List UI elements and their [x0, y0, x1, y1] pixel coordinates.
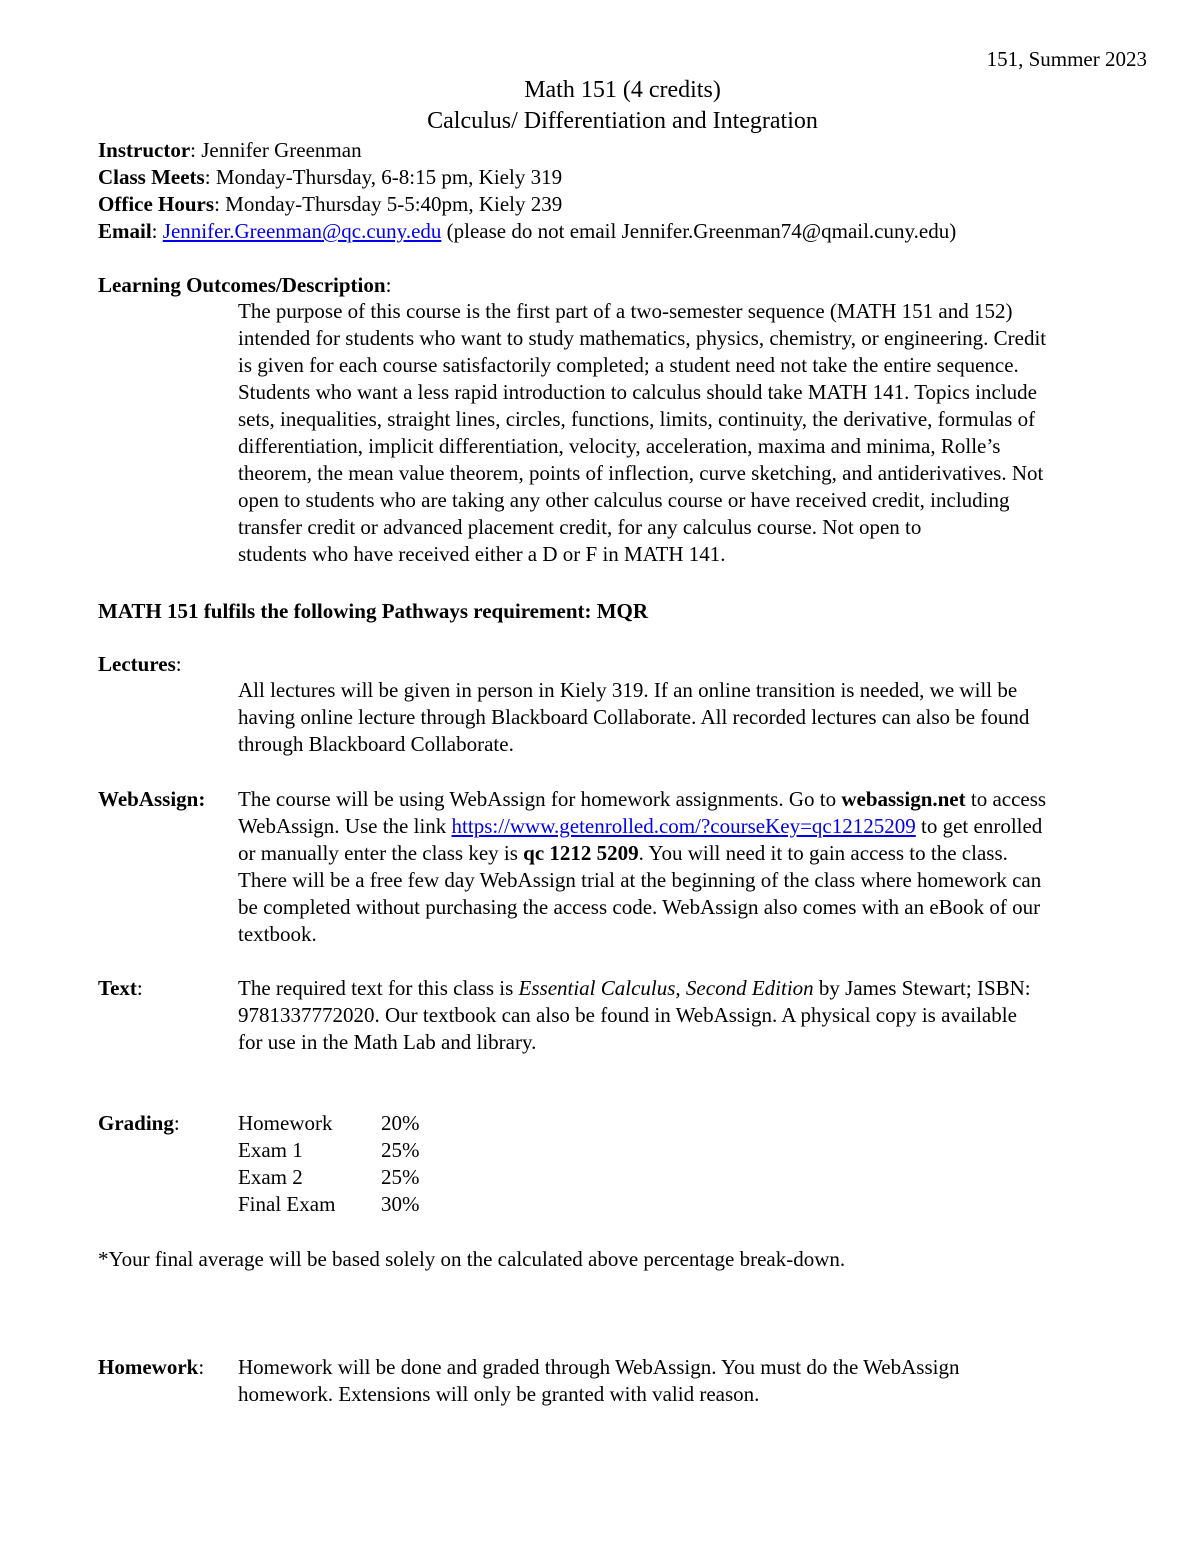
webassign-text: . You will need it to gain access to the class.: [638, 841, 1008, 865]
lectures-label: Lectures: [98, 652, 176, 676]
outcomes-heading-text: Learning Outcomes/Description: [98, 273, 386, 297]
class-key: qc 1212 5209: [523, 841, 639, 865]
webassign-line-6: textbook.: [238, 922, 317, 946]
office-hours-value: : Monday-Thursday 5-5:40pm, Kiely 239: [214, 192, 563, 216]
enroll-link[interactable]: https://www.getenrolled.com/?courseKey=qc12125209: [451, 814, 916, 838]
webassign-text: to get enrolled: [915, 814, 1043, 838]
grading-label-word: Grading: [98, 1111, 174, 1135]
course-subtitle: Calculus/ Differentiation and Integration: [427, 108, 818, 134]
outcomes-line: transfer credit or advanced placement credit, for any calculus course. Not open to: [238, 515, 922, 539]
grading-row: [238, 1191, 420, 1218]
homework-label-word: Homework: [98, 1355, 199, 1379]
webassign-text: to access: [965, 787, 1047, 811]
grading-row: [238, 1110, 420, 1137]
grading-percent: 25%: [381, 1165, 420, 1189]
outcomes-line: intended for students who want to study mathematics, physics, chemistry, or engineering. Credit: [238, 326, 1047, 350]
webassign-label: WebAssign:: [98, 787, 206, 811]
instructor-line: [98, 137, 362, 164]
outcomes-line: The purpose of this course is the first part of a two-semester sequence (MATH 151 and 152): [238, 299, 1013, 323]
homework-line: homework. Extensions will only be granted with valid reason.: [238, 1382, 760, 1406]
webassign-text: WebAssign. Use the link: [238, 814, 452, 838]
webassign-line-2: [238, 813, 1148, 840]
text-label-word: Text: [98, 976, 137, 1000]
text-label-colon: :: [136, 976, 143, 1000]
text-content: by James Stewart; ISBN:: [813, 976, 1031, 1000]
lectures-paragraph: [238, 677, 1148, 758]
email-note: (please do not email Jennifer.Greenman74@qmail.cuny.edu): [441, 219, 957, 243]
email-colon: :: [151, 219, 163, 243]
term-header: 151, Summer 2023: [986, 47, 1147, 71]
email-label: Email: [98, 219, 152, 243]
text-line-1: [238, 975, 1148, 1002]
class-meets-line: [98, 164, 562, 191]
homework-label-colon: :: [198, 1355, 205, 1379]
lectures-colon: :: [175, 652, 182, 676]
grading-percent: 20%: [381, 1111, 420, 1135]
email-link[interactable]: Jennifer.Greenman@qc.cuny.edu: [162, 219, 442, 243]
webassign-text: The course will be using WebAssign for homework assignments. Go to: [238, 787, 842, 811]
webassign-paragraph: [238, 786, 1148, 948]
outcomes-line: theorem, the mean value theorem, points of inflection, curve sketching, and antiderivatives. Not: [238, 461, 1044, 485]
textbook-title: Essential Calculus, Second Edition: [518, 976, 814, 1000]
webassign-line-3: [238, 840, 1148, 867]
outcomes-line: open to students who are taking any other calculus course or have received credit, including: [238, 488, 1010, 512]
grading-item: Homework: [238, 1111, 333, 1135]
grading-row: [238, 1137, 420, 1164]
lectures-line: having online lecture through Blackboard Collaborate. All recorded lectures can also be found: [238, 705, 1030, 729]
webassign-text: or manually enter the class key is: [238, 841, 524, 865]
lectures-line: All lectures will be given in person in Kiely 319. If an online transition is needed, we will be: [238, 678, 1018, 702]
grading-item: Exam 2: [238, 1165, 303, 1189]
text-label: [98, 975, 143, 1002]
instructor-value: : Jennifer Greenman: [190, 138, 362, 162]
outcomes-line: differentiation, implicit differentiation, velocity, acceleration, maxima and minima, Rolle’s: [238, 434, 1001, 458]
webassign-line-4: There will be a free few day WebAssign trial at the beginning of the class where homework can: [238, 868, 1042, 892]
webassign-line-1: [238, 786, 1148, 813]
outcomes-line: sets, inequalities, straight lines, circles, functions, limits, continuity, the derivative, formulas of: [238, 407, 1036, 431]
webassign-line-5: be completed without purchasing the access code. WebAssign also comes with an eBook of our: [238, 895, 1041, 919]
grading-label: [98, 1110, 180, 1137]
pathways-requirement: MATH 151 fulfils the following Pathways requirement: MQR: [98, 599, 649, 623]
instructor-label: Instructor: [98, 138, 191, 162]
homework-paragraph: [238, 1354, 1148, 1408]
homework-line: Homework will be done and graded through WebAssign. You must do the WebAssign: [238, 1355, 960, 1379]
course-title: Math 151 (4 credits): [524, 77, 721, 103]
office-hours-line: [98, 191, 562, 218]
outcomes-heading-colon: :: [385, 273, 392, 297]
text-paragraph: [238, 975, 1148, 1056]
text-line-3: for use in the Math Lab and library.: [238, 1030, 537, 1054]
text-line-2: 9781337772020. Our textbook can also be found in WebAssign. A physical copy is available: [238, 1003, 1017, 1027]
grading-percent: 25%: [381, 1138, 420, 1162]
text-content: The required text for this class is: [238, 976, 519, 1000]
class-meets-value: : Monday-Thursday, 6-8:15 pm, Kiely 319: [204, 165, 563, 189]
email-line: [98, 218, 956, 245]
grading-label-colon: :: [173, 1111, 180, 1135]
outcomes-line: students who have received either a D or F in MATH 141.: [238, 542, 726, 566]
webassign-site: webassign.net: [841, 787, 966, 811]
grading-item: Exam 1: [238, 1138, 303, 1162]
lectures-heading: [98, 651, 182, 678]
grading-note: *Your final average will be based solely on the calculated above percentage break-down.: [98, 1247, 846, 1271]
homework-label: [98, 1354, 204, 1381]
grading-row: [238, 1164, 420, 1191]
lectures-line: through Blackboard Collaborate.: [238, 732, 514, 756]
class-meets-label: Class Meets: [98, 165, 205, 189]
outcomes-heading: [98, 272, 391, 299]
office-hours-label: Office Hours: [98, 192, 215, 216]
outcomes-line: Students who want a less rapid introduction to calculus should take MATH 141. Topics include: [238, 380, 1037, 404]
outcomes-paragraph: [238, 298, 1148, 568]
grading-item: Final Exam: [238, 1192, 336, 1216]
grading-percent: 30%: [381, 1192, 420, 1216]
outcomes-line: is given for each course satisfactorily completed; a student need not take the entire sequence.: [238, 353, 1019, 377]
